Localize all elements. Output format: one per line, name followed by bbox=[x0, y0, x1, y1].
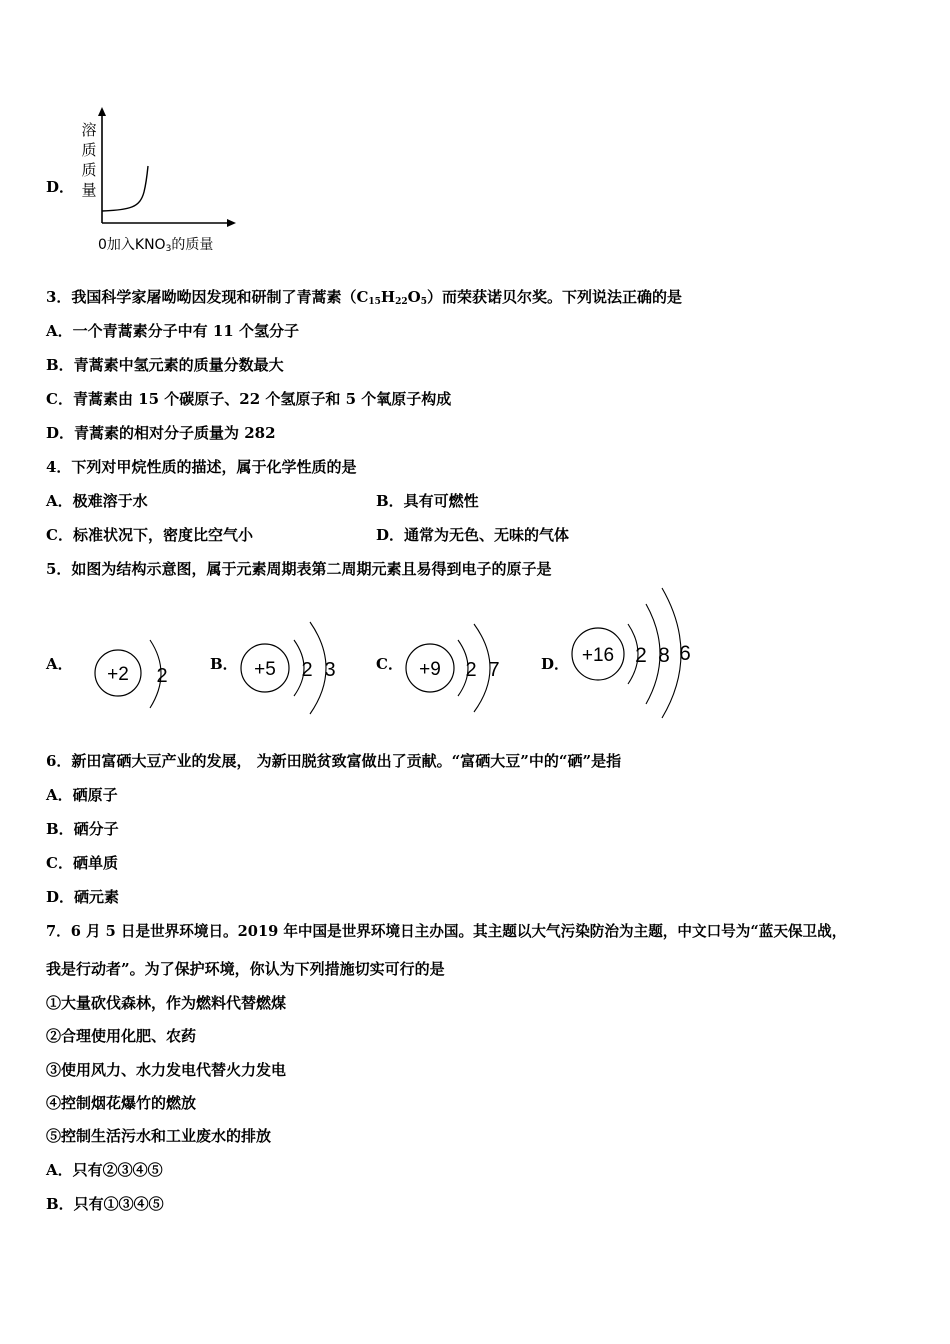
shell-electrons: 3 bbox=[324, 659, 336, 681]
q4-option-c: C．标准状况下，密度比空气小 bbox=[46, 526, 253, 544]
q5-option-a-label: A． bbox=[46, 655, 73, 673]
q4-option-b: B．具有可燃性 bbox=[376, 492, 479, 510]
xlabel-suffix: 的质量 bbox=[171, 237, 214, 253]
q5-stem: 5．如图为结构示意图，属于元素周期表第二周期元素且易得到电子的原子是 bbox=[46, 560, 552, 578]
q3-option-a: A．一个青蒿素分子中有 11 个氢分子 bbox=[46, 322, 299, 340]
q5-option-c-label: C． bbox=[376, 655, 403, 673]
q3-option-d: D．青蒿素的相对分子质量为 282 bbox=[46, 424, 276, 442]
q7-option-b: B．只有①③④⑤ bbox=[46, 1195, 164, 1213]
q5-atom-d bbox=[566, 586, 706, 720]
nucleus-charge: +16 bbox=[581, 645, 615, 666]
q6-option-c: C．硒单质 bbox=[46, 854, 118, 872]
q6-option-d: D．硒元素 bbox=[46, 888, 120, 906]
q7-stem-line1: 7．6 月 5 日是世界环境日。2019 年中国是世界环境日主办国。其主题以大气污染防治为主题，中文口号为“蓝天保卫战， bbox=[46, 923, 847, 940]
q2-graph bbox=[76, 104, 246, 256]
q3-stem bbox=[46, 287, 682, 312]
nucleus-charge: +9 bbox=[419, 659, 441, 680]
q4-option-d: D．通常为无色、无味的气体 bbox=[376, 526, 570, 544]
graph-x-label bbox=[98, 234, 213, 254]
nucleus-charge: +2 bbox=[107, 664, 129, 685]
q2-option-d-label: D． bbox=[46, 178, 75, 196]
q7-item-5: ⑤控制生活污水和工业废水的排放 bbox=[46, 1127, 272, 1145]
q6-option-a: A．硒原子 bbox=[46, 786, 118, 804]
shell-electrons: 2 bbox=[635, 644, 647, 667]
shell-electrons: 2 bbox=[301, 659, 313, 681]
shell-electrons: 6 bbox=[679, 642, 691, 665]
xlabel-prefix: 0加入KNO bbox=[98, 237, 166, 253]
q7-item-2: ②合理使用化肥、农药 bbox=[46, 1027, 197, 1045]
q3-option-b: B．青蒿素中氢元素的质量分数最大 bbox=[46, 356, 284, 374]
ylabel-char: 质 bbox=[81, 161, 97, 179]
q4-option-a: A．极难溶于水 bbox=[46, 492, 148, 510]
shell-electrons: 2 bbox=[465, 659, 477, 681]
q6-stem: 6．新田富硒大豆产业的发展， 为新田脱贫致富做出了贡献。“富硒大豆”中的“硒”是指 bbox=[46, 752, 622, 770]
q5-atom-b bbox=[234, 618, 344, 718]
ylabel-char: 溶 bbox=[81, 121, 97, 139]
y-axis-arrow bbox=[98, 107, 106, 116]
q4-stem: 4．下列对甲烷性质的描述，属于化学性质的是 bbox=[46, 458, 357, 476]
q7-item-4: ④控制烟花爆竹的燃放 bbox=[46, 1094, 197, 1112]
q3-mid: O bbox=[407, 288, 421, 306]
q7-item-1: ①大量砍伐森林，作为燃料代替燃煤 bbox=[46, 994, 287, 1012]
q3-stem-b: ）而荣获诺贝尔奖。下列说法正确的是 bbox=[426, 288, 682, 306]
q3-sub: 15 bbox=[368, 297, 381, 307]
q7-stem-line2: 我是行动者”。为了保护环境，你认为下列措施切实可行的是 bbox=[46, 960, 445, 978]
q3-sub: 5 bbox=[420, 297, 427, 307]
ylabel-char: 质 bbox=[81, 141, 97, 159]
q3-sub: 22 bbox=[395, 297, 408, 307]
ylabel-char: 量 bbox=[81, 181, 97, 199]
shell-electrons: 8 bbox=[658, 644, 670, 667]
xlabel-sub: 3 bbox=[165, 244, 172, 254]
solute-mass-curve bbox=[102, 166, 148, 211]
q7-option-a: A．只有②③④⑤ bbox=[46, 1161, 163, 1179]
q7-item-3: ③使用风力、水力发电代替火力发电 bbox=[46, 1061, 287, 1079]
x-axis-arrow bbox=[227, 219, 236, 227]
q3-option-c: C．青蒿素由 15 个碳原子、22 个氢原子和 5 个氧原子构成 bbox=[46, 390, 452, 408]
graph-y-label bbox=[80, 120, 98, 200]
q6-option-b: B．硒分子 bbox=[46, 820, 119, 838]
q5-option-d-label: D． bbox=[541, 655, 570, 673]
q3-mid: H bbox=[380, 288, 396, 306]
q5-atom-c bbox=[400, 618, 510, 718]
q3-stem-a: 3．我国科学家屠呦呦因发现和研制了青蒿素（C bbox=[46, 288, 369, 306]
q5-option-b-label: B． bbox=[210, 655, 238, 673]
shell-electrons: 2 bbox=[156, 665, 168, 687]
q5-atom-a bbox=[86, 632, 186, 716]
shell-electrons: 7 bbox=[488, 659, 500, 681]
nucleus-charge: +5 bbox=[254, 659, 276, 680]
